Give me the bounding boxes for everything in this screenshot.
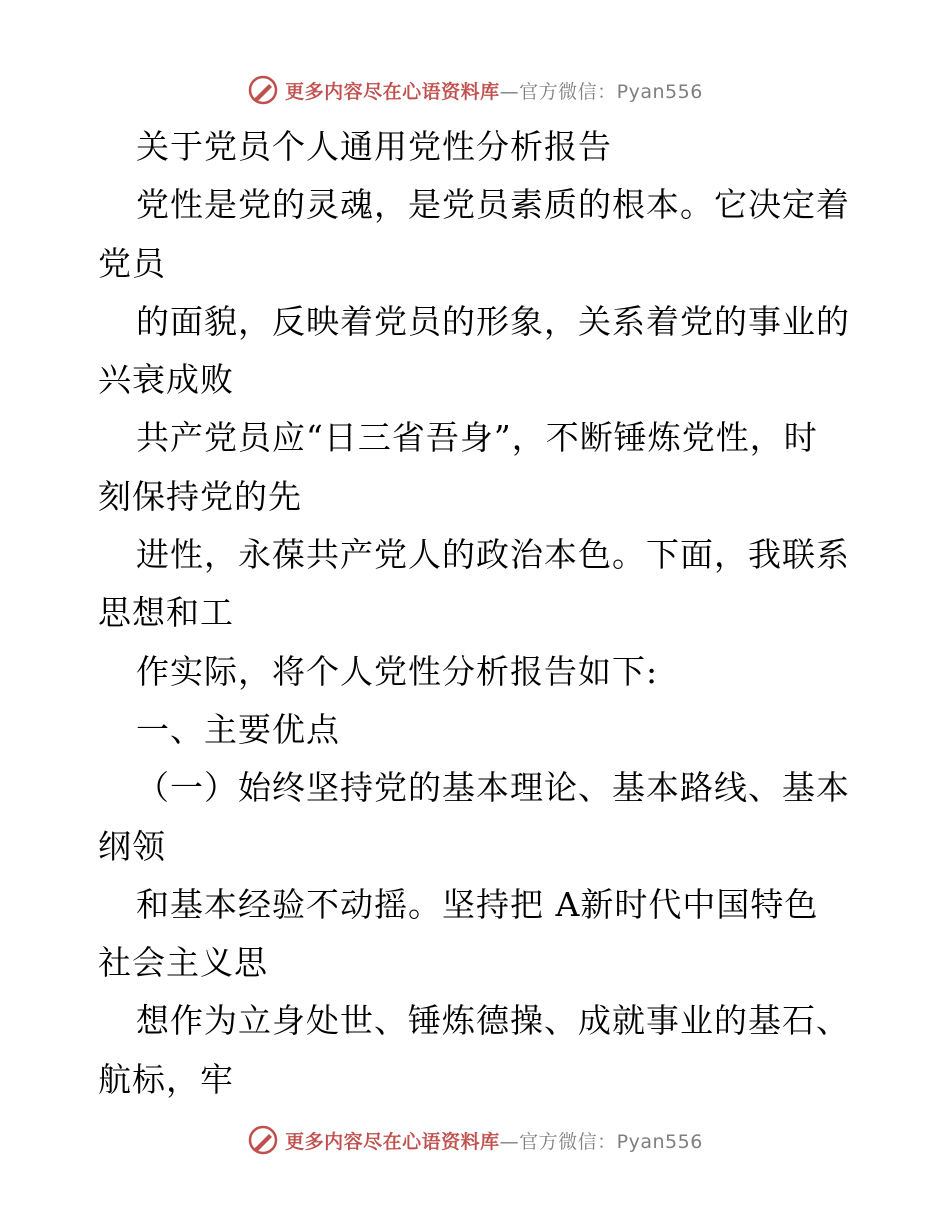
watermark-dash: — xyxy=(499,1130,520,1153)
watermark-contact: 官方微信：Pyan556 xyxy=(519,1130,703,1153)
section-heading: 一、主要优点 xyxy=(136,709,340,749)
document-line: 社会主义思 xyxy=(98,943,268,983)
pen-logo-icon xyxy=(247,74,279,106)
watermark-dash: — xyxy=(499,80,520,103)
document-line: 关于党员个人通用党性分析报告 xyxy=(136,127,612,166)
document-line: 刻保持党的先 xyxy=(98,476,302,516)
watermark-brand: 更多内容尽在心语资料库 xyxy=(285,1130,500,1153)
watermark-brand: 更多内容尽在心语资料库 xyxy=(285,80,500,103)
document-line: 兴衰成败 xyxy=(98,360,234,400)
document-line: 共产党员应“日三省吾身”，不断锤炼党性，时 xyxy=(136,418,818,458)
header-watermark xyxy=(0,70,950,110)
document-line: 和基本经验不动摇。坚持把 A新时代中国特色 xyxy=(136,884,819,924)
document-line: 党员 xyxy=(98,243,166,283)
document-line: 想作为立身处世、锤炼德操、成就事业的基石、 xyxy=(136,1001,850,1041)
document-line: 作实际，将个人党性分析报告如下: xyxy=(136,651,659,691)
document-line: 的面貌，反映着党员的形象，关系着党的事业的 xyxy=(136,301,850,341)
watermark-text xyxy=(285,1127,703,1154)
document-line: 进性，永葆共产党人的政治本色。下面，我联系 xyxy=(136,535,850,575)
watermark-contact: 官方微信：Pyan556 xyxy=(519,80,703,103)
document-body xyxy=(98,118,858,1109)
document-line: 纲领 xyxy=(98,826,166,866)
footer-watermark xyxy=(0,1120,950,1160)
document-line: 党性是党的灵魂，是党员素质的根本。它决定着 xyxy=(136,185,850,225)
document-line: 航标，牢 xyxy=(98,1059,234,1099)
document-line: 思想和工 xyxy=(98,593,234,633)
pen-logo-icon xyxy=(247,1124,279,1156)
subsection-heading: （一）始终坚持党的基本理论、基本路线、基本 xyxy=(136,768,850,808)
watermark-text xyxy=(285,77,703,104)
